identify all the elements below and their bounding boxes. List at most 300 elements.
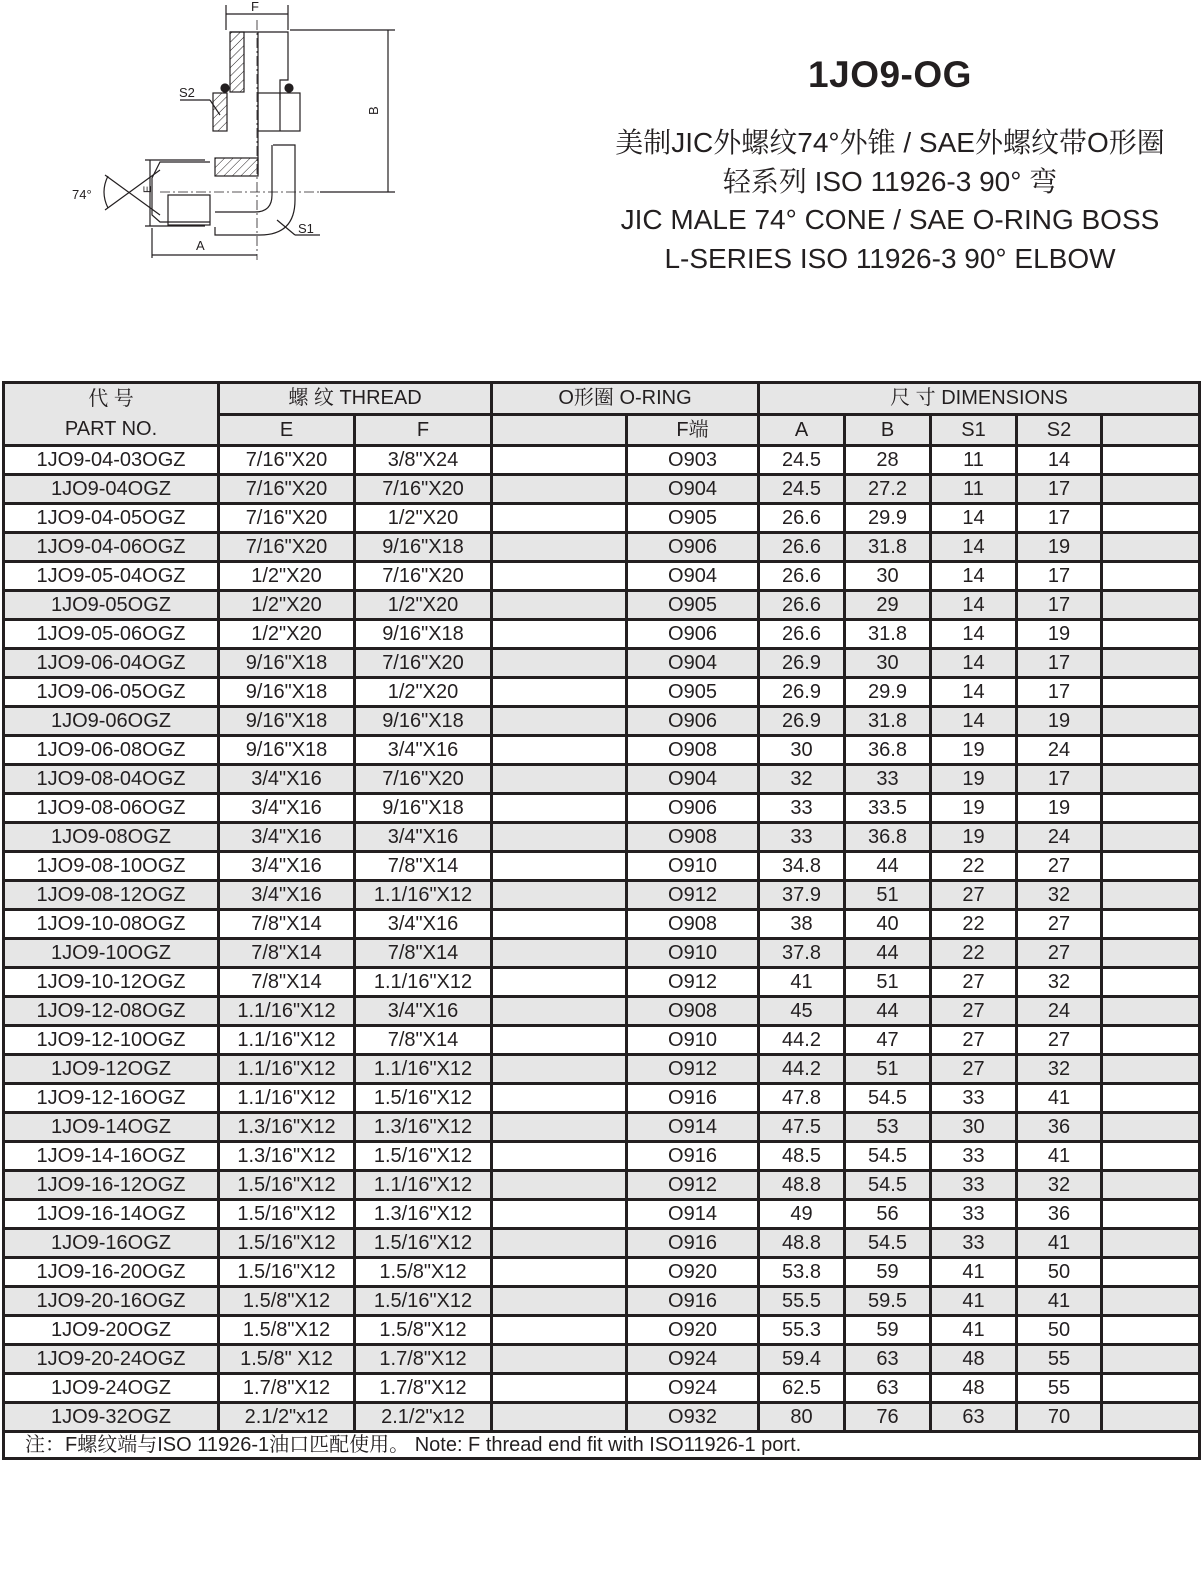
blank-cell bbox=[1102, 794, 1200, 823]
thread-f-cell: 1/2"X20 bbox=[355, 504, 492, 533]
note-row bbox=[4, 1432, 1200, 1459]
dim-s1-cell: 33 bbox=[931, 1200, 1017, 1229]
table-row bbox=[4, 562, 1200, 591]
dim-a-cell: 32 bbox=[759, 765, 845, 794]
oring-cell: O916 bbox=[627, 1229, 759, 1258]
oring-blank-cell bbox=[492, 881, 627, 910]
blank-cell bbox=[1102, 968, 1200, 997]
table-row bbox=[4, 1316, 1200, 1345]
dim-s1-cell: 33 bbox=[931, 1142, 1017, 1171]
part-no-cell: 1JO9-08-10OGZ bbox=[4, 852, 219, 881]
dim-a-cell: 41 bbox=[759, 968, 845, 997]
dim-s1-cell: 19 bbox=[931, 794, 1017, 823]
thread-f-cell: 3/4"X16 bbox=[355, 823, 492, 852]
table-row bbox=[4, 707, 1200, 736]
header-b: B bbox=[845, 414, 931, 446]
drawing-label-b: B bbox=[366, 106, 381, 115]
thread-e-cell: 9/16"X18 bbox=[219, 649, 355, 678]
oring-blank-cell bbox=[492, 1142, 627, 1171]
oring-cell: O924 bbox=[627, 1374, 759, 1403]
dim-s2-cell: 24 bbox=[1017, 997, 1102, 1026]
dim-s1-cell: 11 bbox=[931, 475, 1017, 504]
dim-a-cell: 48.5 bbox=[759, 1142, 845, 1171]
dim-s2-cell: 27 bbox=[1017, 1026, 1102, 1055]
part-no-cell: 1JO9-16-14OGZ bbox=[4, 1200, 219, 1229]
thread-f-cell: 1.3/16"X12 bbox=[355, 1113, 492, 1142]
dim-s2-cell: 17 bbox=[1017, 475, 1102, 504]
drawing-label-angle: 74° bbox=[72, 187, 92, 202]
oring-cell: O906 bbox=[627, 707, 759, 736]
dim-s2-cell: 55 bbox=[1017, 1374, 1102, 1403]
thread-f-cell: 1.1/16"X12 bbox=[355, 881, 492, 910]
part-no-cell: 1JO9-04OGZ bbox=[4, 475, 219, 504]
table-row bbox=[4, 504, 1200, 533]
table-row bbox=[4, 997, 1200, 1026]
dim-a-cell: 49 bbox=[759, 1200, 845, 1229]
thread-f-cell: 7/16"X20 bbox=[355, 562, 492, 591]
blank-cell bbox=[1102, 649, 1200, 678]
oring-blank-cell bbox=[492, 794, 627, 823]
dim-s1-cell: 11 bbox=[931, 446, 1017, 475]
oring-cell: O904 bbox=[627, 765, 759, 794]
header-blank bbox=[1102, 414, 1200, 446]
thread-f-cell: 7/8"X14 bbox=[355, 852, 492, 881]
table-row bbox=[4, 1026, 1200, 1055]
oring-cell: O910 bbox=[627, 1026, 759, 1055]
dim-a-cell: 55.5 bbox=[759, 1287, 845, 1316]
oring-blank-cell bbox=[492, 591, 627, 620]
thread-e-cell: 7/16"X20 bbox=[219, 475, 355, 504]
part-no-cell: 1JO9-10OGZ bbox=[4, 939, 219, 968]
dim-s2-cell: 50 bbox=[1017, 1258, 1102, 1287]
thread-f-cell: 9/16"X18 bbox=[355, 533, 492, 562]
blank-cell bbox=[1102, 475, 1200, 504]
dim-b-cell: 40 bbox=[845, 910, 931, 939]
thread-e-cell: 1.5/8"X12 bbox=[219, 1287, 355, 1316]
dim-a-cell: 59.4 bbox=[759, 1345, 845, 1374]
subtitle-cn-2: 轻系列 ISO 11926-3 90° 弯 bbox=[722, 165, 1058, 197]
part-no-cell: 1JO9-20OGZ bbox=[4, 1316, 219, 1345]
dim-s2-cell: 27 bbox=[1017, 852, 1102, 881]
blank-cell bbox=[1102, 881, 1200, 910]
dim-s1-cell: 14 bbox=[931, 678, 1017, 707]
dim-s1-cell: 14 bbox=[931, 562, 1017, 591]
oring-cell: O905 bbox=[627, 591, 759, 620]
dim-a-cell: 38 bbox=[759, 910, 845, 939]
oring-blank-cell bbox=[492, 1113, 627, 1142]
thread-f-cell: 7/16"X20 bbox=[355, 475, 492, 504]
dim-s2-cell: 17 bbox=[1017, 504, 1102, 533]
oring-cell: O916 bbox=[627, 1142, 759, 1171]
subtitle-en-2: L-SERIES ISO 11926-3 90° ELBOW bbox=[664, 242, 1116, 274]
dim-b-cell: 36.8 bbox=[845, 823, 931, 852]
dim-s1-cell: 27 bbox=[931, 1026, 1017, 1055]
blank-cell bbox=[1102, 1316, 1200, 1345]
subtitle-cn-1: 美制JIC外螺纹74°外锥 / SAE外螺纹带O形圈 bbox=[615, 127, 1165, 158]
dim-s2-cell: 19 bbox=[1017, 533, 1102, 562]
thread-f-cell: 3/4"X16 bbox=[355, 997, 492, 1026]
thread-e-cell: 7/16"X20 bbox=[219, 533, 355, 562]
blank-cell bbox=[1102, 1345, 1200, 1374]
thread-e-cell: 9/16"X18 bbox=[219, 707, 355, 736]
dim-s2-cell: 41 bbox=[1017, 1142, 1102, 1171]
thread-f-cell: 9/16"X18 bbox=[355, 707, 492, 736]
dim-b-cell: 33 bbox=[845, 765, 931, 794]
page-title: 1JO9-OG bbox=[808, 54, 972, 95]
dim-a-cell: 26.6 bbox=[759, 533, 845, 562]
part-no-cell: 1JO9-24OGZ bbox=[4, 1374, 219, 1403]
part-no-cell: 1JO9-04-05OGZ bbox=[4, 504, 219, 533]
dim-b-cell: 54.5 bbox=[845, 1171, 931, 1200]
part-no-cell: 1JO9-12-08OGZ bbox=[4, 997, 219, 1026]
dim-a-cell: 55.3 bbox=[759, 1316, 845, 1345]
table-row bbox=[4, 1345, 1200, 1374]
dim-s2-cell: 17 bbox=[1017, 562, 1102, 591]
thread-e-cell: 1.5/8"X12 bbox=[219, 1316, 355, 1345]
dim-b-cell: 59 bbox=[845, 1258, 931, 1287]
oring-blank-cell bbox=[492, 504, 627, 533]
table-row bbox=[4, 620, 1200, 649]
thread-f-cell: 3/4"X16 bbox=[355, 910, 492, 939]
oring-blank-cell bbox=[492, 736, 627, 765]
dim-b-cell: 30 bbox=[845, 649, 931, 678]
table-row bbox=[4, 678, 1200, 707]
dim-b-cell: 63 bbox=[845, 1345, 931, 1374]
table-row bbox=[4, 823, 1200, 852]
oring-blank-cell bbox=[492, 533, 627, 562]
header-a: A bbox=[759, 414, 845, 446]
dim-s1-cell: 33 bbox=[931, 1229, 1017, 1258]
dim-a-cell: 44.2 bbox=[759, 1026, 845, 1055]
part-no-cell: 1JO9-16-20OGZ bbox=[4, 1258, 219, 1287]
part-no-cell: 1JO9-12OGZ bbox=[4, 1055, 219, 1084]
oring-blank-cell bbox=[492, 1345, 627, 1374]
thread-e-cell: 1/2"X20 bbox=[219, 591, 355, 620]
part-no-cell: 1JO9-32OGZ bbox=[4, 1403, 219, 1432]
header-oring-blank bbox=[492, 414, 627, 446]
dim-a-cell: 26.9 bbox=[759, 649, 845, 678]
thread-e-cell: 2.1/2"x12 bbox=[219, 1403, 355, 1432]
blank-cell bbox=[1102, 1258, 1200, 1287]
thread-f-cell: 1.5/8"X12 bbox=[355, 1258, 492, 1287]
oring-blank-cell bbox=[492, 1403, 627, 1432]
dim-s2-cell: 41 bbox=[1017, 1287, 1102, 1316]
dim-a-cell: 26.6 bbox=[759, 562, 845, 591]
dim-s1-cell: 27 bbox=[931, 1055, 1017, 1084]
header-oring: O形圈 O-RING bbox=[492, 383, 759, 415]
part-no-cell: 1JO9-10-08OGZ bbox=[4, 910, 219, 939]
dim-s1-cell: 14 bbox=[931, 591, 1017, 620]
oring-cell: O920 bbox=[627, 1258, 759, 1287]
table-row bbox=[4, 1055, 1200, 1084]
oring-blank-cell bbox=[492, 562, 627, 591]
dim-b-cell: 51 bbox=[845, 1055, 931, 1084]
blank-cell bbox=[1102, 1055, 1200, 1084]
oring-blank-cell bbox=[492, 446, 627, 475]
thread-e-cell: 3/4"X16 bbox=[219, 765, 355, 794]
dim-b-cell: 30 bbox=[845, 562, 931, 591]
dim-s2-cell: 24 bbox=[1017, 736, 1102, 765]
dim-s1-cell: 19 bbox=[931, 736, 1017, 765]
table-row bbox=[4, 910, 1200, 939]
drawing-label-a: A bbox=[196, 238, 205, 253]
oring-cell: O908 bbox=[627, 736, 759, 765]
thread-e-cell: 3/4"X16 bbox=[219, 823, 355, 852]
drawing-label-s2: S2 bbox=[179, 85, 195, 100]
dim-s1-cell: 48 bbox=[931, 1345, 1017, 1374]
part-no-cell: 1JO9-16OGZ bbox=[4, 1229, 219, 1258]
dim-b-cell: 31.8 bbox=[845, 620, 931, 649]
thread-e-cell: 1.3/16"X12 bbox=[219, 1142, 355, 1171]
part-no-cell: 1JO9-04-06OGZ bbox=[4, 533, 219, 562]
blank-cell bbox=[1102, 1374, 1200, 1403]
dim-b-cell: 31.8 bbox=[845, 533, 931, 562]
thread-f-cell: 1.5/16"X12 bbox=[355, 1287, 492, 1316]
dim-b-cell: 63 bbox=[845, 1374, 931, 1403]
thread-e-cell: 1.5/8" X12 bbox=[219, 1345, 355, 1374]
dim-s1-cell: 22 bbox=[931, 852, 1017, 881]
dim-a-cell: 37.9 bbox=[759, 881, 845, 910]
table-row bbox=[4, 1113, 1200, 1142]
dim-a-cell: 47.8 bbox=[759, 1084, 845, 1113]
oring-cell: O920 bbox=[627, 1316, 759, 1345]
part-no-cell: 1JO9-06-04OGZ bbox=[4, 649, 219, 678]
dim-s2-cell: 27 bbox=[1017, 910, 1102, 939]
part-no-cell: 1JO9-20-16OGZ bbox=[4, 1287, 219, 1316]
oring-blank-cell bbox=[492, 823, 627, 852]
thread-e-cell: 9/16"X18 bbox=[219, 678, 355, 707]
blank-cell bbox=[1102, 939, 1200, 968]
dim-b-cell: 33.5 bbox=[845, 794, 931, 823]
dim-a-cell: 33 bbox=[759, 794, 845, 823]
part-no-cell: 1JO9-12-16OGZ bbox=[4, 1084, 219, 1113]
thread-e-cell: 3/4"X16 bbox=[219, 794, 355, 823]
dim-s1-cell: 19 bbox=[931, 765, 1017, 794]
blank-cell bbox=[1102, 736, 1200, 765]
blank-cell bbox=[1102, 1287, 1200, 1316]
part-no-cell: 1JO9-20-24OGZ bbox=[4, 1345, 219, 1374]
thread-f-cell: 1.1/16"X12 bbox=[355, 1055, 492, 1084]
dim-a-cell: 24.5 bbox=[759, 446, 845, 475]
oring-blank-cell bbox=[492, 620, 627, 649]
dim-s1-cell: 63 bbox=[931, 1403, 1017, 1432]
part-no-cell: 1JO9-06-08OGZ bbox=[4, 736, 219, 765]
part-no-cell: 1JO9-08-12OGZ bbox=[4, 881, 219, 910]
blank-cell bbox=[1102, 562, 1200, 591]
table-row bbox=[4, 1084, 1200, 1113]
thread-e-cell: 1.3/16"X12 bbox=[219, 1113, 355, 1142]
part-no-cell: 1JO9-08OGZ bbox=[4, 823, 219, 852]
table-row bbox=[4, 446, 1200, 475]
blank-cell bbox=[1102, 1142, 1200, 1171]
blank-cell bbox=[1102, 1171, 1200, 1200]
table-row bbox=[4, 1229, 1200, 1258]
thread-e-cell: 1.1/16"X12 bbox=[219, 1026, 355, 1055]
oring-blank-cell bbox=[492, 910, 627, 939]
part-no-cell: 1JO9-14OGZ bbox=[4, 1113, 219, 1142]
header-dimensions: 尺 寸 DIMENSIONS bbox=[759, 383, 1200, 415]
dim-s1-cell: 33 bbox=[931, 1171, 1017, 1200]
dim-a-cell: 26.9 bbox=[759, 707, 845, 736]
table-row bbox=[4, 1142, 1200, 1171]
blank-cell bbox=[1102, 446, 1200, 475]
dim-s1-cell: 41 bbox=[931, 1287, 1017, 1316]
part-no-cell: 1JO9-08-06OGZ bbox=[4, 794, 219, 823]
dim-b-cell: 31.8 bbox=[845, 707, 931, 736]
dim-s1-cell: 22 bbox=[931, 910, 1017, 939]
thread-f-cell: 7/8"X14 bbox=[355, 1026, 492, 1055]
dim-s1-cell: 14 bbox=[931, 533, 1017, 562]
thread-e-cell: 1.1/16"X12 bbox=[219, 1055, 355, 1084]
oring-cell: O912 bbox=[627, 968, 759, 997]
dim-a-cell: 45 bbox=[759, 997, 845, 1026]
thread-e-cell: 7/8"X14 bbox=[219, 910, 355, 939]
blank-cell bbox=[1102, 852, 1200, 881]
dim-s2-cell: 41 bbox=[1017, 1084, 1102, 1113]
dim-s1-cell: 14 bbox=[931, 707, 1017, 736]
thread-e-cell: 7/16"X20 bbox=[219, 446, 355, 475]
oring-cell: O908 bbox=[627, 997, 759, 1026]
dim-s2-cell: 17 bbox=[1017, 678, 1102, 707]
header-part-cn: 代 号 bbox=[88, 388, 134, 410]
dim-s1-cell: 27 bbox=[931, 968, 1017, 997]
oring-blank-cell bbox=[492, 1316, 627, 1345]
part-no-cell: 1JO9-06OGZ bbox=[4, 707, 219, 736]
dim-s2-cell: 55 bbox=[1017, 1345, 1102, 1374]
blank-cell bbox=[1102, 504, 1200, 533]
blank-cell bbox=[1102, 591, 1200, 620]
header-part-en: PART NO. bbox=[64, 418, 158, 440]
thread-e-cell: 1.5/16"X12 bbox=[219, 1171, 355, 1200]
dim-s1-cell: 14 bbox=[931, 504, 1017, 533]
dim-s1-cell: 41 bbox=[931, 1316, 1017, 1345]
dim-a-cell: 24.5 bbox=[759, 475, 845, 504]
oring-blank-cell bbox=[492, 1171, 627, 1200]
drawing-label-f: F bbox=[251, 0, 259, 14]
oring-blank-cell bbox=[492, 1229, 627, 1258]
table-row bbox=[4, 1403, 1200, 1432]
dim-s2-cell: 36 bbox=[1017, 1113, 1102, 1142]
thread-f-cell: 2.1/2"x12 bbox=[355, 1403, 492, 1432]
dim-s2-cell: 24 bbox=[1017, 823, 1102, 852]
oring-blank-cell bbox=[492, 1055, 627, 1084]
dim-b-cell: 36.8 bbox=[845, 736, 931, 765]
dim-s2-cell: 32 bbox=[1017, 881, 1102, 910]
oring-cell: O910 bbox=[627, 852, 759, 881]
table-row bbox=[4, 1200, 1200, 1229]
part-no-cell: 1JO9-05-04OGZ bbox=[4, 562, 219, 591]
dim-a-cell: 37.8 bbox=[759, 939, 845, 968]
dim-s1-cell: 30 bbox=[931, 1113, 1017, 1142]
oring-cell: O924 bbox=[627, 1345, 759, 1374]
dim-a-cell: 48.8 bbox=[759, 1229, 845, 1258]
blank-cell bbox=[1102, 1403, 1200, 1432]
blank-cell bbox=[1102, 765, 1200, 794]
oring-cell: O912 bbox=[627, 881, 759, 910]
thread-f-cell: 1.7/8"X12 bbox=[355, 1374, 492, 1403]
thread-f-cell: 1/2"X20 bbox=[355, 678, 492, 707]
header-e: E bbox=[219, 414, 355, 446]
oring-blank-cell bbox=[492, 678, 627, 707]
part-no-cell: 1JO9-05OGZ bbox=[4, 591, 219, 620]
oring-blank-cell bbox=[492, 1287, 627, 1316]
oring-cell: O932 bbox=[627, 1403, 759, 1432]
part-no-cell: 1JO9-05-06OGZ bbox=[4, 620, 219, 649]
dim-s2-cell: 70 bbox=[1017, 1403, 1102, 1432]
table-row bbox=[4, 1171, 1200, 1200]
blank-cell bbox=[1102, 707, 1200, 736]
blank-cell bbox=[1102, 678, 1200, 707]
oring-cell: O904 bbox=[627, 475, 759, 504]
dim-a-cell: 47.5 bbox=[759, 1113, 845, 1142]
oring-blank-cell bbox=[492, 1374, 627, 1403]
thread-f-cell: 1.5/8"X12 bbox=[355, 1316, 492, 1345]
dim-a-cell: 34.8 bbox=[759, 852, 845, 881]
dim-b-cell: 54.5 bbox=[845, 1084, 931, 1113]
dim-s2-cell: 17 bbox=[1017, 765, 1102, 794]
dim-s1-cell: 14 bbox=[931, 620, 1017, 649]
table-row bbox=[4, 591, 1200, 620]
thread-f-cell: 1.5/16"X12 bbox=[355, 1142, 492, 1171]
part-no-cell: 1JO9-06-05OGZ bbox=[4, 678, 219, 707]
dim-s2-cell: 27 bbox=[1017, 939, 1102, 968]
dim-b-cell: 29 bbox=[845, 591, 931, 620]
dim-b-cell: 44 bbox=[845, 852, 931, 881]
header-thread: 螺 纹 THREAD bbox=[219, 383, 492, 415]
dim-b-cell: 28 bbox=[845, 446, 931, 475]
blank-cell bbox=[1102, 620, 1200, 649]
dim-s2-cell: 32 bbox=[1017, 1055, 1102, 1084]
blank-cell bbox=[1102, 1200, 1200, 1229]
oring-cell: O914 bbox=[627, 1113, 759, 1142]
oring-cell: O912 bbox=[627, 1171, 759, 1200]
dim-s1-cell: 22 bbox=[931, 939, 1017, 968]
dim-b-cell: 44 bbox=[845, 939, 931, 968]
part-no-cell: 1JO9-10-12OGZ bbox=[4, 968, 219, 997]
dim-s1-cell: 19 bbox=[931, 823, 1017, 852]
oring-cell: O903 bbox=[627, 446, 759, 475]
table-header-row-1 bbox=[4, 383, 1200, 415]
thread-e-cell: 7/8"X14 bbox=[219, 939, 355, 968]
table-row bbox=[4, 881, 1200, 910]
part-no-cell: 1JO9-14-16OGZ bbox=[4, 1142, 219, 1171]
dim-a-cell: 30 bbox=[759, 736, 845, 765]
dim-s2-cell: 32 bbox=[1017, 968, 1102, 997]
header-f-end: F端 bbox=[627, 414, 759, 446]
thread-f-cell: 3/8"X24 bbox=[355, 446, 492, 475]
header-s2: S2 bbox=[1017, 414, 1102, 446]
oring-cell: O916 bbox=[627, 1084, 759, 1113]
dim-a-cell: 33 bbox=[759, 823, 845, 852]
table-row bbox=[4, 1287, 1200, 1316]
blank-cell bbox=[1102, 997, 1200, 1026]
thread-e-cell: 3/4"X16 bbox=[219, 852, 355, 881]
part-no-cell: 1JO9-16-12OGZ bbox=[4, 1171, 219, 1200]
thread-f-cell: 9/16"X18 bbox=[355, 620, 492, 649]
oring-blank-cell bbox=[492, 649, 627, 678]
dim-b-cell: 59.5 bbox=[845, 1287, 931, 1316]
dim-b-cell: 29.9 bbox=[845, 504, 931, 533]
table-row bbox=[4, 533, 1200, 562]
dim-s2-cell: 19 bbox=[1017, 707, 1102, 736]
thread-e-cell: 7/16"X20 bbox=[219, 504, 355, 533]
blank-cell bbox=[1102, 823, 1200, 852]
thread-f-cell: 3/4"X16 bbox=[355, 736, 492, 765]
dim-b-cell: 51 bbox=[845, 881, 931, 910]
thread-e-cell: 7/8"X14 bbox=[219, 968, 355, 997]
dim-s2-cell: 17 bbox=[1017, 591, 1102, 620]
title-block bbox=[590, 40, 1190, 278]
